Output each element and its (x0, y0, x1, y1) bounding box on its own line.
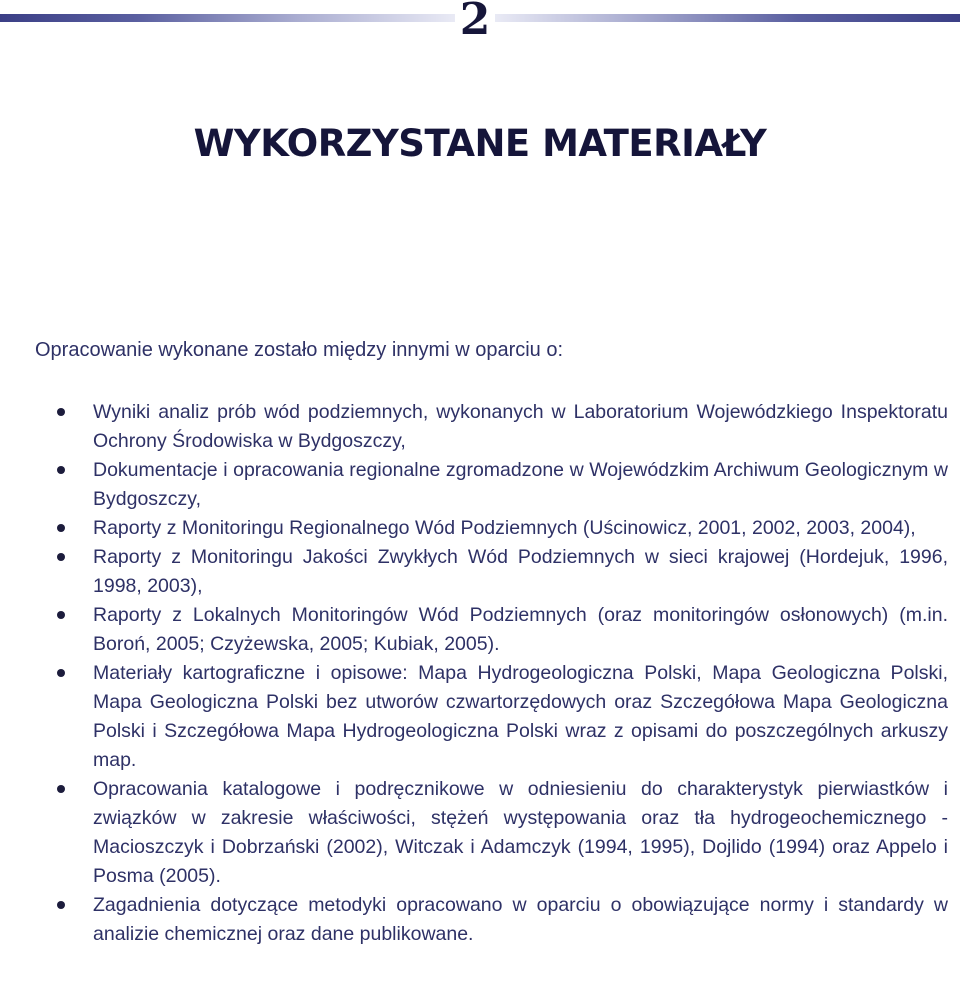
sources-list (0, 398, 960, 949)
source-item (0, 543, 960, 601)
bullet-icon (57, 669, 65, 677)
intro-paragraph: Opracowanie wykonane zostało między innymi w oparciu o: (35, 339, 564, 361)
chapter-title: WYKORZYSTANE MATERIAŁY (193, 121, 767, 165)
source-item (0, 456, 960, 514)
source-item-text: Raporty z Monitoringu Regionalnego Wód Podziemnych (Uścinowicz, 2001, 2002, 2003, 2004), (93, 517, 916, 539)
bullet-icon (57, 901, 65, 909)
source-item (0, 775, 960, 891)
source-item (0, 514, 960, 543)
source-item-text: Zagadnienia dotyczące metodyki opracowano w oparciu o obowiązujące normy i standardy w analizie chemicznej oraz dane publikowane. (93, 894, 948, 945)
source-item-text: Opracowania katalogowe i podręcznikowe w odniesieniu do charakterystyk pierwiastków i związków w zakresie właściwości, stężeń występowania oraz tła hydrogeochemicznego - Macioszczyk i Dobrzański (2002), Witczak i Adamczyk (1994, 1995), Dojlido (1994) oraz Appelo i Posma (2005). (93, 778, 948, 887)
source-item (0, 891, 960, 949)
source-item (0, 398, 960, 456)
bullet-icon (57, 553, 65, 561)
bullet-icon (57, 611, 65, 619)
bullet-icon (57, 408, 65, 416)
source-item (0, 659, 960, 775)
source-item (0, 601, 960, 659)
source-item-text: Raporty z Lokalnych Monitoringów Wód Podziemnych (oraz monitoringów osłonowych) (m.in. Boroń, 2005; Czyżewska, 2005; Kubiak, 2005). (93, 604, 948, 655)
source-item-text: Materiały kartograficzne i opisowe: Mapa Hydrogeologiczna Polski, Mapa Geologiczna Polski, Mapa Geologiczna Polski bez utworów czwartorzędowych oraz Szczegółowa Mapa Geologiczna Polski i Szczegółowa Mapa Hydrogeologiczna Polski wraz z opisami do poszczególnych arkuszy map. (93, 662, 948, 771)
bullet-icon (57, 785, 65, 793)
bullet-icon (57, 524, 65, 532)
source-item-text: Wyniki analiz prób wód podziemnych, wykonanych w Laboratorium Wojewódzkiego Inspektoratu Ochrony Środowiska w Bydgoszczy, (93, 401, 948, 452)
header-rule-left (0, 14, 455, 22)
header-rule-right (495, 14, 960, 22)
source-item-text: Raporty z Monitoringu Jakości Zwykłych Wód Podziemnych w sieci krajowej (Hordejuk, 1996, 1998, 2003), (93, 546, 948, 597)
source-item-text: Dokumentacje i opracowania regionalne zgromadzone w Wojewódzkim Archiwum Geologicznym w Bydgoszczy, (93, 459, 948, 510)
chapter-number: 2 (459, 0, 491, 45)
bullet-icon (57, 466, 65, 474)
